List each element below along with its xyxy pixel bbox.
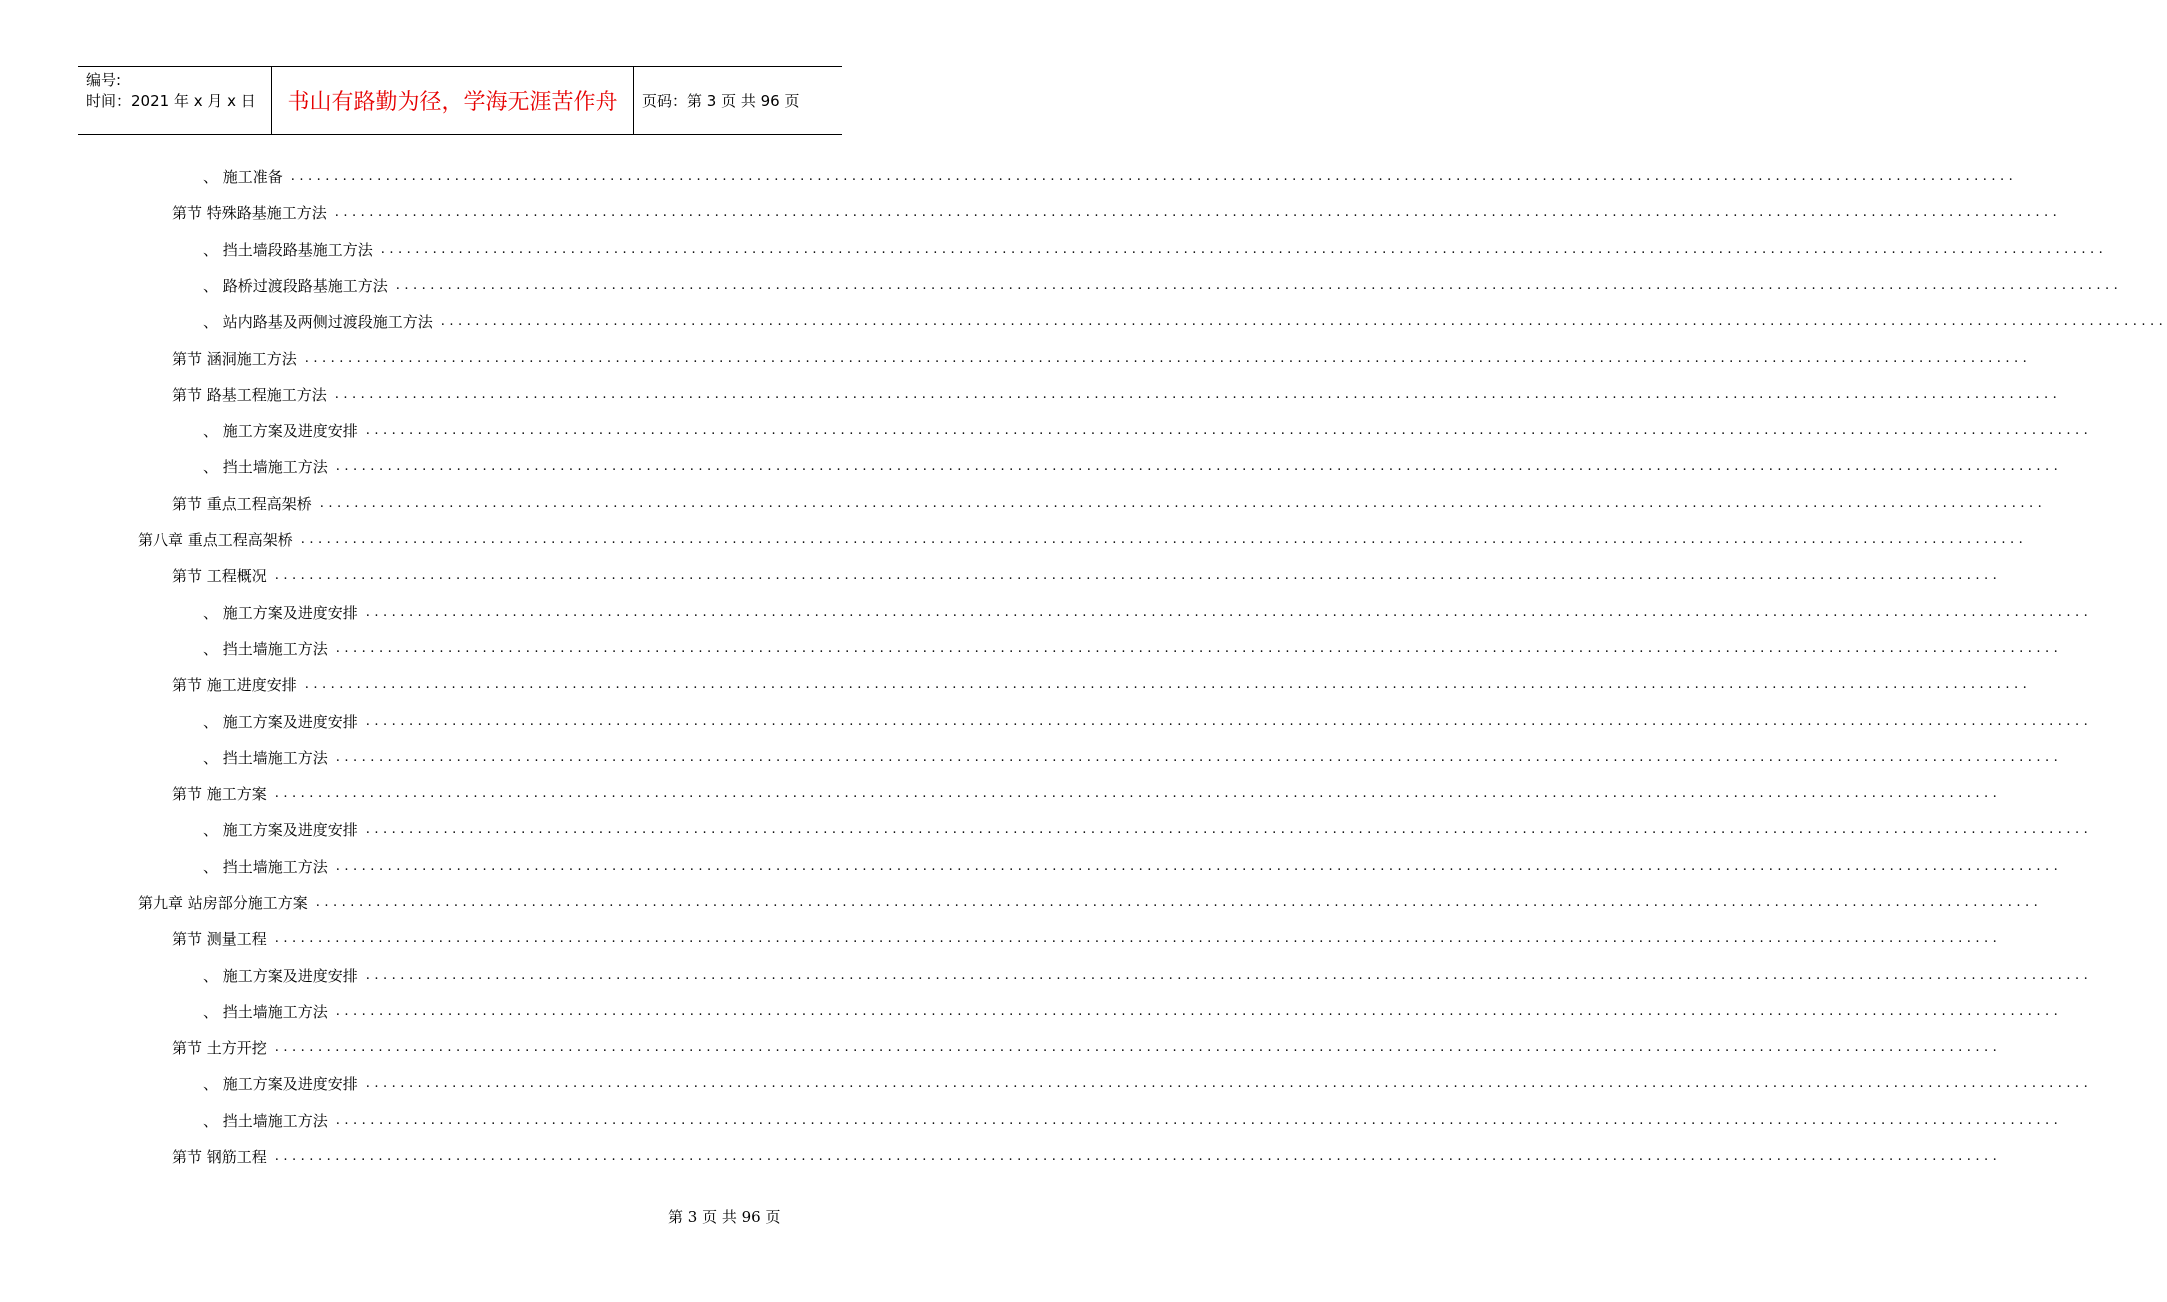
toc-dot-leader: ........................................................................................................................................................................................................ [290, 168, 2018, 184]
toc-dot-leader: ........................................................................................................................................................................................................ [274, 567, 2002, 583]
toc-entry[interactable] [172, 340, 2032, 376]
toc-dot-leader: ........................................................................................................................................................................................................ [300, 531, 2028, 547]
toc-dot-leader: ........................................................................................................................................................................................................ [274, 1039, 2002, 1055]
toc-entry[interactable] [172, 920, 2002, 956]
toc-dot-leader: ........................................................................................................................................................................................................ [365, 967, 2093, 983]
toc-entry[interactable] [203, 594, 2093, 630]
toc-entry-label: 第节 涵洞施工方法 [172, 349, 297, 368]
toc-entry[interactable] [203, 957, 2093, 993]
toc-entry-label: 、 施工方案及进度安排 [203, 1074, 358, 1093]
toc-dot-leader: ........................................................................................................................................................................................................ [395, 277, 2123, 293]
toc-entry-label: 第节 路基工程施工方法 [172, 385, 327, 404]
toc-entry-label: 第节 特殊路基施工方法 [172, 203, 327, 222]
toc-entry[interactable] [203, 811, 2093, 847]
toc-entry[interactable] [172, 485, 2047, 521]
toc-entry[interactable] [172, 775, 2002, 811]
toc-dot-leader: ........................................................................................................................................................................................................ [304, 350, 2032, 366]
toc-entry[interactable] [172, 1138, 2002, 1174]
toc-entry-label: 、 施工方案及进度安排 [203, 712, 358, 731]
document-number-label: 编号: [86, 71, 122, 89]
toc-entry[interactable] [172, 557, 2002, 593]
toc-entry[interactable] [203, 158, 2018, 194]
toc-entry[interactable] [172, 1029, 2002, 1065]
toc-dot-leader: ........................................................................................................................................................................................................ [365, 422, 2093, 438]
header-info-cell [78, 67, 272, 134]
header-page-indicator: 页码：第 3 页 共 96 页 [642, 92, 800, 110]
toc-dot-leader: ........................................................................................................................................................................................................ [334, 204, 2062, 220]
toc-entry-label: 第九章 站房部分施工方案 [138, 893, 308, 912]
header-motto: 书山有路勤为径，学海无涯苦作舟 [272, 67, 634, 134]
toc-dot-leader: ........................................................................................................................................................................................................ [335, 858, 2063, 874]
page-footer-number: 第 3 页 共 96 页 [668, 1208, 781, 1226]
toc-dot-leader: ........................................................................................................................................................................................................ [335, 1003, 2063, 1019]
toc-entry[interactable] [203, 630, 2063, 666]
toc-entry-label: 、 施工方案及进度安排 [203, 603, 358, 622]
toc-dot-leader: ........................................................................................................................................................................................................ [274, 930, 2002, 946]
toc-dot-leader: ........................................................................................................................................................................................................ [335, 640, 2063, 656]
toc-dot-leader: ........................................................................................................................................................................................................ [274, 785, 2002, 801]
toc-entry-label: 、 挡土墙施工方法 [203, 857, 328, 876]
toc-dot-leader: ........................................................................................................................................................................................................ [365, 604, 2093, 620]
toc-entry-label: 、 挡土墙施工方法 [203, 1002, 328, 1021]
toc-dot-leader: ........................................................................................................................................................................................................ [440, 313, 2167, 329]
toc-entry-label: 第节 工程概况 [172, 566, 267, 585]
toc-entry-label: 、 路桥过渡段路基施工方法 [203, 276, 388, 295]
toc-entry[interactable] [203, 739, 2063, 775]
toc-entry[interactable] [203, 848, 2063, 884]
toc-entry[interactable] [203, 231, 2108, 267]
toc-entry-label: 第节 钢筋工程 [172, 1147, 267, 1166]
toc-entry-label: 第节 施工进度安排 [172, 675, 297, 694]
page-header [78, 66, 842, 135]
toc-entry-label: 、 施工准备 [203, 167, 283, 186]
toc-dot-leader: ........................................................................................................................................................................................................ [304, 676, 2032, 692]
toc-entry-label: 第节 土方开挖 [172, 1038, 267, 1057]
toc-dot-leader: ........................................................................................................................................................................................................ [365, 713, 2093, 729]
toc-entry[interactable] [138, 884, 2043, 920]
toc-entry-label: 第八章 重点工程高架桥 [138, 530, 293, 549]
toc-dot-leader: ........................................................................................................................................................................................................ [334, 386, 2062, 402]
toc-entry[interactable] [172, 376, 2062, 412]
toc-entry-label: 第节 施工方案 [172, 784, 267, 803]
toc-entry-label: 、 挡土墙施工方法 [203, 748, 328, 767]
toc-entry[interactable] [172, 666, 2032, 702]
toc-dot-leader: ........................................................................................................................................................................................................ [274, 1148, 2002, 1164]
toc-dot-leader: ........................................................................................................................................................................................................ [335, 458, 2063, 474]
toc-entry-label: 第节 测量工程 [172, 929, 267, 948]
toc-dot-leader: ........................................................................................................................................................................................................ [335, 1112, 2063, 1128]
toc-entry-label: 、 挡土墙段路基施工方法 [203, 240, 373, 259]
toc-entry-label: 、 挡土墙施工方法 [203, 1111, 328, 1130]
toc-entry[interactable] [203, 1102, 2063, 1138]
toc-dot-leader: ........................................................................................................................................................................................................ [380, 241, 2108, 257]
toc-entry-label: 、 施工方案及进度安排 [203, 966, 358, 985]
toc-entry[interactable] [203, 448, 2063, 484]
toc-dot-leader: ........................................................................................................................................................................................................ [335, 749, 2063, 765]
toc-entry-label: 、 施工方案及进度安排 [203, 421, 358, 440]
toc-entry[interactable] [203, 993, 2063, 1029]
toc-entry-label: 、 施工方案及进度安排 [203, 820, 358, 839]
toc-entry[interactable] [138, 521, 2028, 557]
document-date-label: 时间：2021 年 x 月 x 日 [86, 92, 256, 110]
toc-entry[interactable] [203, 303, 2167, 339]
toc-dot-leader: ........................................................................................................................................................................................................ [365, 1075, 2093, 1091]
toc-dot-leader: ........................................................................................................................................................................................................ [365, 821, 2093, 837]
toc-entry-label: 、 挡土墙施工方法 [203, 457, 328, 476]
toc-entry-label: 、 站内路基及两侧过渡段施工方法 [203, 312, 433, 331]
toc-entry[interactable] [203, 1065, 2093, 1101]
toc-dot-leader: ........................................................................................................................................................................................................ [315, 894, 2043, 910]
toc-entry[interactable] [172, 194, 2062, 230]
toc-entry-label: 、 挡土墙施工方法 [203, 639, 328, 658]
toc-entry-label: 第节 重点工程高架桥 [172, 494, 312, 513]
toc-entry[interactable] [203, 703, 2093, 739]
toc-dot-leader: ........................................................................................................................................................................................................ [319, 495, 2047, 511]
toc-entry[interactable] [203, 267, 2123, 303]
toc-entry[interactable] [203, 412, 2093, 448]
